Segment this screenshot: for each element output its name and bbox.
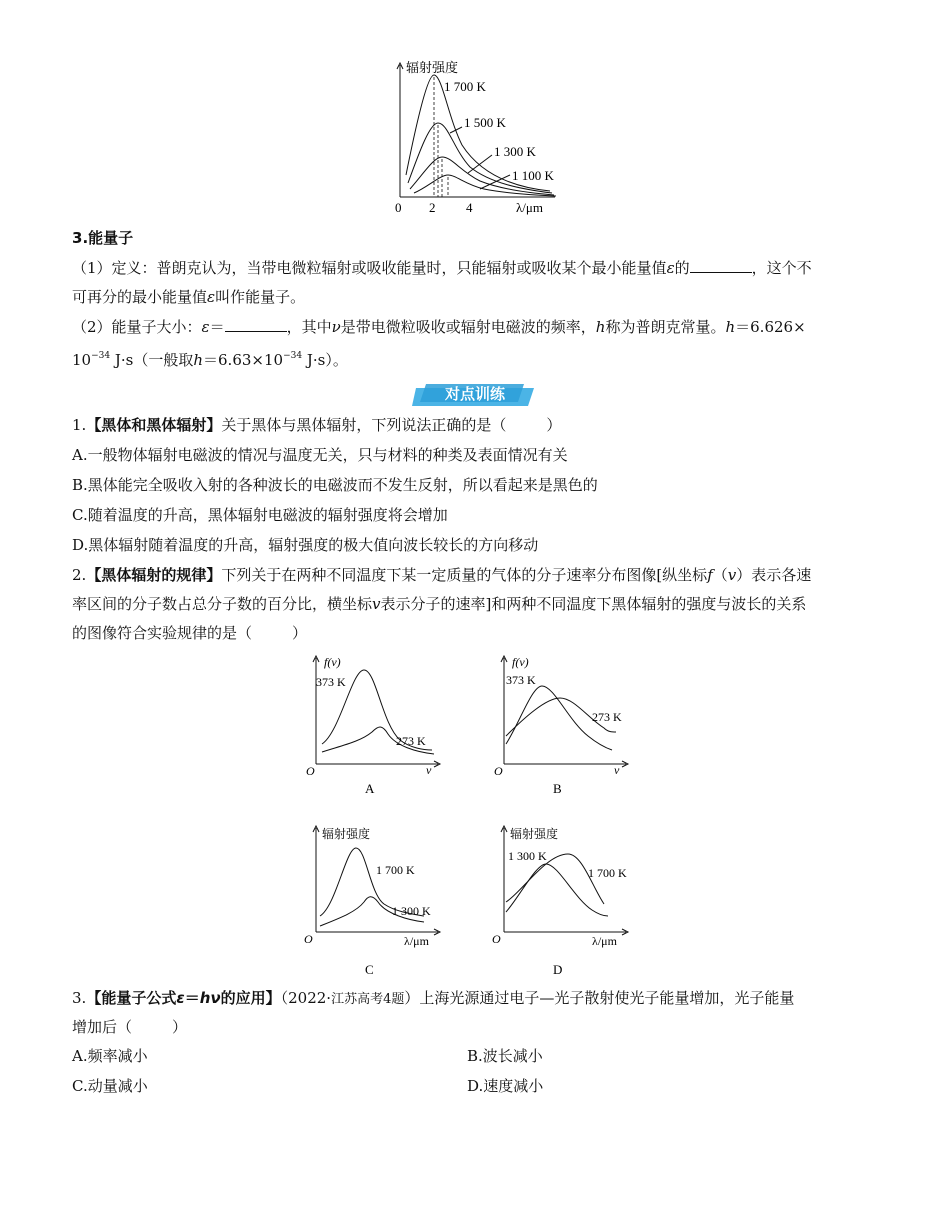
x-tick-2: 2 [429, 200, 436, 215]
y-axis-label: 辐射强度 [322, 827, 371, 841]
q2-graph-d[interactable] [488, 822, 638, 980]
leader-1100k [480, 175, 510, 189]
y-axis-label: 辐射强度 [510, 827, 559, 841]
q3-stem-line-1: 3.【能量子公式ε＝hν的应用】（2022·江苏高考4题）上海光源通过电子—光子散射使光子能量增加，光子能量 [72, 989, 795, 1007]
q1-stem: 1.【黑体和黑体辐射】关于黑体与黑体辐射，下列说法正确的是（ ） [72, 416, 562, 434]
q2-stem-line-2: 率区间的分子数占总分子数的百分比，横坐标v表示分子的速率]和两种不同温度下黑体辐射的强度与波长的关系 [72, 595, 807, 613]
graph-letter-d: D [553, 962, 563, 977]
x-axis-label: λ/μm [592, 934, 617, 948]
q3-option-b[interactable]: B.波长减小 [467, 1047, 543, 1065]
label-373k: 373 K [316, 675, 346, 689]
y-axis-label: f(v) [324, 655, 341, 669]
curve-label-1500k: 1 500 K [464, 115, 506, 130]
graph-letter-a: A [365, 781, 375, 796]
q2-stem-line-3: 的图像符合实验规律的是（ ） [72, 624, 308, 642]
q3-option-a[interactable]: A.频率减小 [72, 1047, 148, 1065]
origin-label: O [494, 764, 503, 778]
x-axis-label: λ/μm [516, 200, 543, 215]
label-273k: 273 K [592, 710, 622, 724]
q1-option-d[interactable]: D.黑体辐射随着温度的升高，辐射强度的极大值向波长较长的方向移动 [72, 536, 539, 554]
definition-line-2: 可再分的最小能量值ε叫作能量子。 [72, 288, 306, 306]
q2-stem-line-1: 2.【黑体辐射的规律】下列关于在两种不同温度下某一定质量的气体的分子速率分布图像[纵坐标f（v）表示各速 [72, 566, 812, 584]
blackbody-radiation-chart [380, 55, 570, 220]
x-axis-label: v [614, 763, 620, 777]
y-axis-label: f(v) [512, 655, 529, 669]
y-axis-label: 辐射强度 [406, 60, 459, 75]
q1-option-b[interactable]: B.黑体能完全吸收入射的各种波长的电磁波而不发生反射，所以看起来是黑色的 [72, 476, 598, 494]
x-axis-label: λ/μm [404, 934, 429, 948]
x-axis-label: v [426, 763, 432, 777]
curve-label-1100k: 1 100 K [512, 168, 554, 183]
quantum-size-line-2: $10^{-34}$ J·s（一般取$h=6.63\times 10^{-34}$ J·s）。 [72, 351, 348, 369]
q3-option-d[interactable]: D.速度减小 [467, 1077, 544, 1095]
practice-banner [412, 382, 538, 408]
answer-blank-1[interactable] [690, 258, 752, 273]
label-273k: 273 K [396, 734, 426, 748]
origin-label: O [492, 932, 501, 946]
label-1700k: 1 700 K [376, 863, 415, 877]
origin-label: O [306, 764, 315, 778]
graph-letter-c: C [365, 962, 374, 977]
label-1700k: 1 700 K [588, 866, 627, 880]
definition-line-1: （1）定义：普朗克认为，当带电微粒辐射或吸收能量时，只能辐射或吸收某个最小能量值ε的 ，这个不 [72, 259, 812, 277]
label-1300k: 1 300 K [392, 904, 431, 918]
curve-label-1300k: 1 300 K [494, 144, 536, 159]
label-373k: 373 K [506, 673, 536, 687]
quantum-size-line-1: （2）能量子大小：ε＝ ，其中ν是带电微粒吸收或辐射电磁波的频率，h称为普朗克常量。h＝6.626× [72, 318, 806, 336]
q1-option-c[interactable]: C.随着温度的升高，黑体辐射电磁波的辐射强度将会增加 [72, 506, 448, 524]
section3-heading: 3.能量子 [72, 229, 134, 247]
q2-graph-c[interactable] [300, 822, 450, 980]
q2-graph-b[interactable] [488, 652, 638, 800]
curve-label-1700k: 1 700 K [444, 79, 486, 94]
q2-graph-a[interactable] [300, 652, 450, 800]
banner-title: 对点训练 [444, 385, 506, 403]
graph-letter-b: B [553, 781, 562, 796]
answer-blank-2[interactable] [225, 317, 287, 332]
q1-option-a[interactable]: A.一般物体辐射电磁波的情况与温度无关，只与材料的种类及表面情况有关 [72, 446, 568, 464]
x-tick-4: 4 [466, 200, 473, 215]
q3-option-c[interactable]: C.动量减小 [72, 1077, 148, 1095]
origin-label: 0 [395, 200, 402, 215]
q3-stem-line-2: 增加后（ ） [72, 1018, 188, 1036]
label-1300k: 1 300 K [508, 849, 547, 863]
origin-label: O [304, 932, 313, 946]
